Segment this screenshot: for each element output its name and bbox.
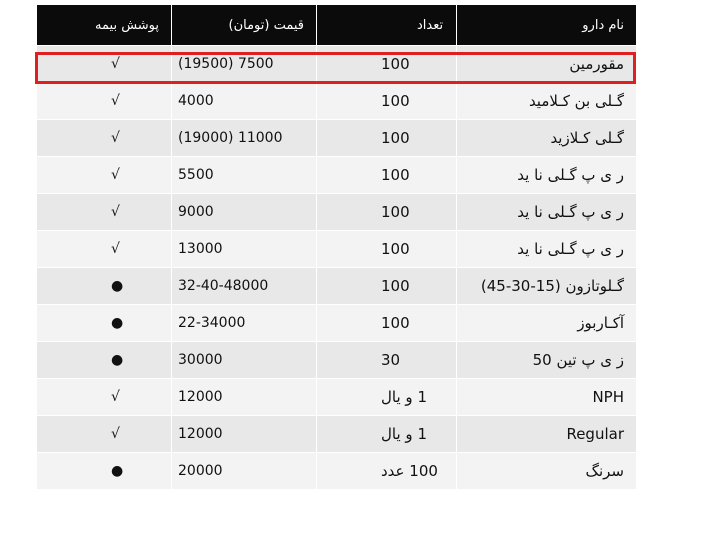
quantity-cell: 1 و یال	[317, 379, 457, 416]
price-cell: 13000	[172, 231, 317, 268]
drug-price-table	[36, 4, 637, 490]
table-row	[37, 268, 637, 305]
coverage-cell: ●	[37, 453, 172, 490]
quantity-cell: 100	[317, 120, 457, 157]
price-cell: 12000	[172, 379, 317, 416]
quantity-cell: 100	[317, 194, 457, 231]
coverage-cell: √	[37, 157, 172, 194]
table-row	[37, 120, 637, 157]
header-price: قیمت (تومان)	[172, 5, 317, 46]
coverage-cell: √	[37, 83, 172, 120]
drug-name-cell: آکـاربوز	[457, 305, 637, 342]
table-row	[37, 46, 637, 83]
drug-name-cell: ر ی پ گـلی نا ید	[457, 231, 637, 268]
table-row	[37, 157, 637, 194]
drug-name-cell: Regular	[457, 416, 637, 453]
quantity-cell: 100	[317, 46, 457, 83]
table-row	[37, 453, 637, 490]
price-cell: 9000	[172, 194, 317, 231]
price-cell: 12000	[172, 416, 317, 453]
coverage-cell: √	[37, 231, 172, 268]
coverage-cell: √	[37, 379, 172, 416]
drug-name-cell: گـلوتازون (15-30-45)	[457, 268, 637, 305]
drug-name-cell: سرنگ	[457, 453, 637, 490]
table-row	[37, 83, 637, 120]
table-row	[37, 379, 637, 416]
coverage-cell: √	[37, 416, 172, 453]
table-row	[37, 231, 637, 268]
price-cell: 22-34000	[172, 305, 317, 342]
table-row	[37, 194, 637, 231]
header-insurance-coverage: پوشش بیمه	[37, 5, 172, 46]
header-drug-name: نام دارو	[457, 5, 637, 46]
coverage-cell: ●	[37, 342, 172, 379]
quantity-cell: 100	[317, 231, 457, 268]
quantity-cell: 100	[317, 83, 457, 120]
quantity-cell: 100	[317, 157, 457, 194]
quantity-cell: 1 و یال	[317, 416, 457, 453]
drug-name-cell: مقورمین	[457, 46, 637, 83]
table-row	[37, 305, 637, 342]
coverage-cell: ●	[37, 305, 172, 342]
price-cell: 30000	[172, 342, 317, 379]
coverage-cell: √	[37, 46, 172, 83]
drug-name-cell: NPH	[457, 379, 637, 416]
coverage-cell: √	[37, 194, 172, 231]
table-row	[37, 416, 637, 453]
quantity-cell: 100	[317, 305, 457, 342]
coverage-cell: √	[37, 120, 172, 157]
quantity-cell: 100 عدد	[317, 453, 457, 490]
coverage-cell: ●	[37, 268, 172, 305]
price-cell: 32-40-48000	[172, 268, 317, 305]
drug-name-cell: ز ی پ تین 50	[457, 342, 637, 379]
table-header-row	[37, 5, 637, 46]
drug-name-cell: ر ی پ گـلی نا ید	[457, 194, 637, 231]
price-cell: 11000 (19000)	[172, 120, 317, 157]
header-quantity: تعداد	[317, 5, 457, 46]
table-row	[37, 342, 637, 379]
price-cell: 7500 (19500)	[172, 46, 317, 83]
drug-name-cell: ر ی پ گـلی نا ید	[457, 157, 637, 194]
quantity-cell: 100	[317, 268, 457, 305]
price-cell: 5500	[172, 157, 317, 194]
quantity-cell: 30	[317, 342, 457, 379]
drug-name-cell: گـلی کـلازید	[457, 120, 637, 157]
price-cell: 4000	[172, 83, 317, 120]
price-cell: 20000	[172, 453, 317, 490]
drug-name-cell: گـلی بن کـلامید	[457, 83, 637, 120]
